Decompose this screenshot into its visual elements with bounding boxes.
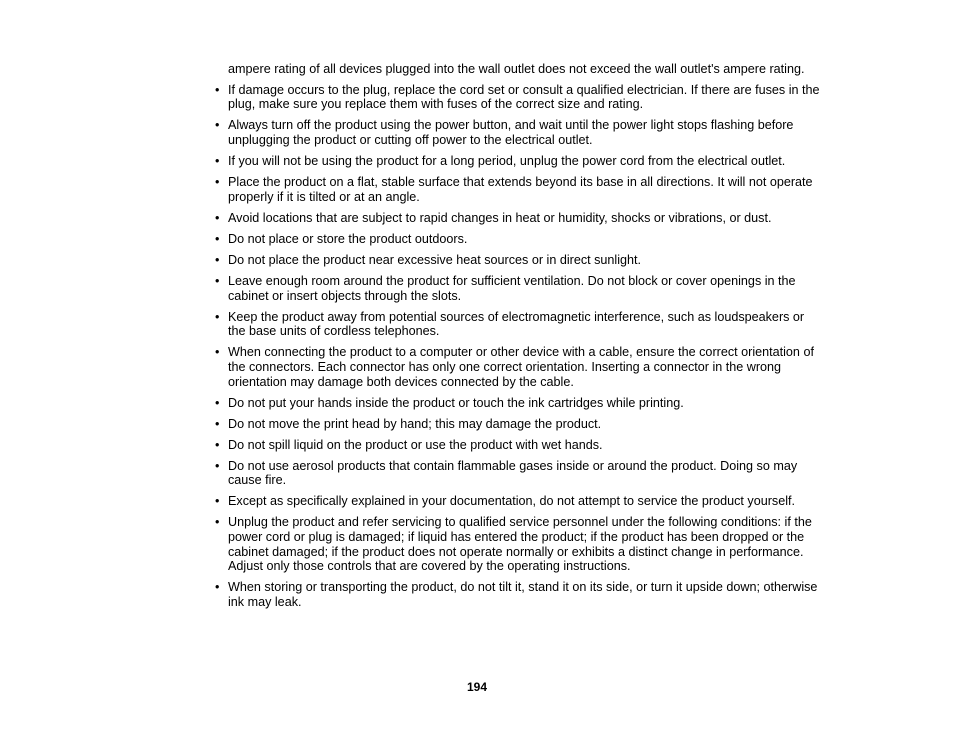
list-item-text: If damage occurs to the plug, replace the cord set or consult a qualified electrician. If there are fuses in the plug, make sure you replace them with fuses of the correct size and rating. xyxy=(228,82,820,112)
list-item-text: Do not place or store the product outdoors. xyxy=(228,231,468,246)
list-item xyxy=(215,274,825,303)
bullet-icon: • xyxy=(215,154,220,169)
list-item-text: Do not put your hands inside the product or touch the ink cartridges while printing. xyxy=(228,395,684,410)
safety-bullet-list xyxy=(215,83,825,610)
list-item xyxy=(215,494,825,509)
list-item-text: Do not spill liquid on the product or use the product with wet hands. xyxy=(228,437,603,452)
page-number: 194 xyxy=(466,680,488,694)
bullet-icon: • xyxy=(215,118,220,133)
list-item-text: Leave enough room around the product for sufficient ventilation. Do not block or cover openings in the cabinet or insert objects through the slots. xyxy=(228,273,796,303)
bullet-icon: • xyxy=(215,309,220,324)
list-item xyxy=(215,232,825,247)
list-item-text: Always turn off the product using the power button, and wait until the power light stops flashing before unplugging the product or cutting off power to the electrical outlet. xyxy=(228,118,794,148)
list-item-text: Place the product on a flat, stable surface that extends beyond its base in all directions. It will not operate properly if it is tilted or at an angle. xyxy=(228,175,813,204)
bullet-icon: • xyxy=(215,580,220,595)
list-item xyxy=(215,515,825,574)
list-item xyxy=(215,438,825,453)
list-item xyxy=(215,417,825,432)
list-item xyxy=(215,83,825,112)
bullet-icon: • xyxy=(215,416,220,431)
list-item-text: When storing or transporting the product, do not tilt it, stand it on its side, or turn it upside down; otherwise ink may leak. xyxy=(228,580,818,610)
list-item xyxy=(215,253,825,268)
bullet-icon: • xyxy=(215,175,220,190)
list-item xyxy=(215,211,825,226)
list-item xyxy=(215,310,825,339)
bullet-icon: • xyxy=(215,231,220,246)
list-item-text: Do not use aerosol products that contain flammable gases inside or around the product. Doing so may cause fire. xyxy=(228,458,798,488)
bullet-icon: • xyxy=(215,273,220,288)
list-item xyxy=(215,345,825,389)
bullet-icon: • xyxy=(215,494,220,509)
bullet-icon: • xyxy=(215,345,220,360)
list-item-text: If you will not be using the product for a long period, unplug the power cord from the electrical outlet. xyxy=(228,154,786,169)
list-item-text: Except as specifically explained in your documentation, do not attempt to service the product yourself. xyxy=(228,494,796,509)
list-item xyxy=(215,580,825,609)
list-item xyxy=(215,154,825,169)
page-content xyxy=(215,62,825,616)
list-item xyxy=(215,118,825,147)
continuation-text: ampere rating of all devices plugged into the wall outlet does not exceed the wall outlet's ampere rating. xyxy=(228,62,805,76)
list-item-text: Do not place the product near excessive heat sources or in direct sunlight. xyxy=(228,252,642,267)
list-item-text: When connecting the product to a computer or other device with a cable, ensure the correct orientation of the connectors. Each connector has only one correct orientation. Inserting a connector in the wrong orientation may damage both devices connected by the cable. xyxy=(228,345,814,389)
list-item-text: Unplug the product and refer servicing to qualified service personnel under the following conditions: if the power cord or plug is damaged; if liquid has entered the product; if the product has been dropped or the cabinet damaged; if the product does not operate normally or exhibits a distinct change in performance. Adjust only those controls that are covered by the operating instructions. xyxy=(228,515,812,574)
bullet-icon: • xyxy=(215,458,220,473)
list-item-text: Do not move the print head by hand; this may damage the product. xyxy=(228,416,602,431)
list-item-text: Keep the product away from potential sources of electromagnetic interference, such as loudspeakers or the base units of cordless telephones. xyxy=(228,309,805,339)
bullet-icon: • xyxy=(215,515,220,530)
bullet-icon: • xyxy=(215,395,220,410)
bullet-icon: • xyxy=(215,252,220,267)
list-item xyxy=(215,396,825,411)
bullet-icon: • xyxy=(215,210,220,225)
list-item-text: Avoid locations that are subject to rapid changes in heat or humidity, shocks or vibrations, or dust. xyxy=(228,210,772,225)
bullet-icon: • xyxy=(215,437,220,452)
bullet-icon: • xyxy=(215,82,220,97)
list-item xyxy=(215,459,825,488)
list-item xyxy=(215,175,825,204)
